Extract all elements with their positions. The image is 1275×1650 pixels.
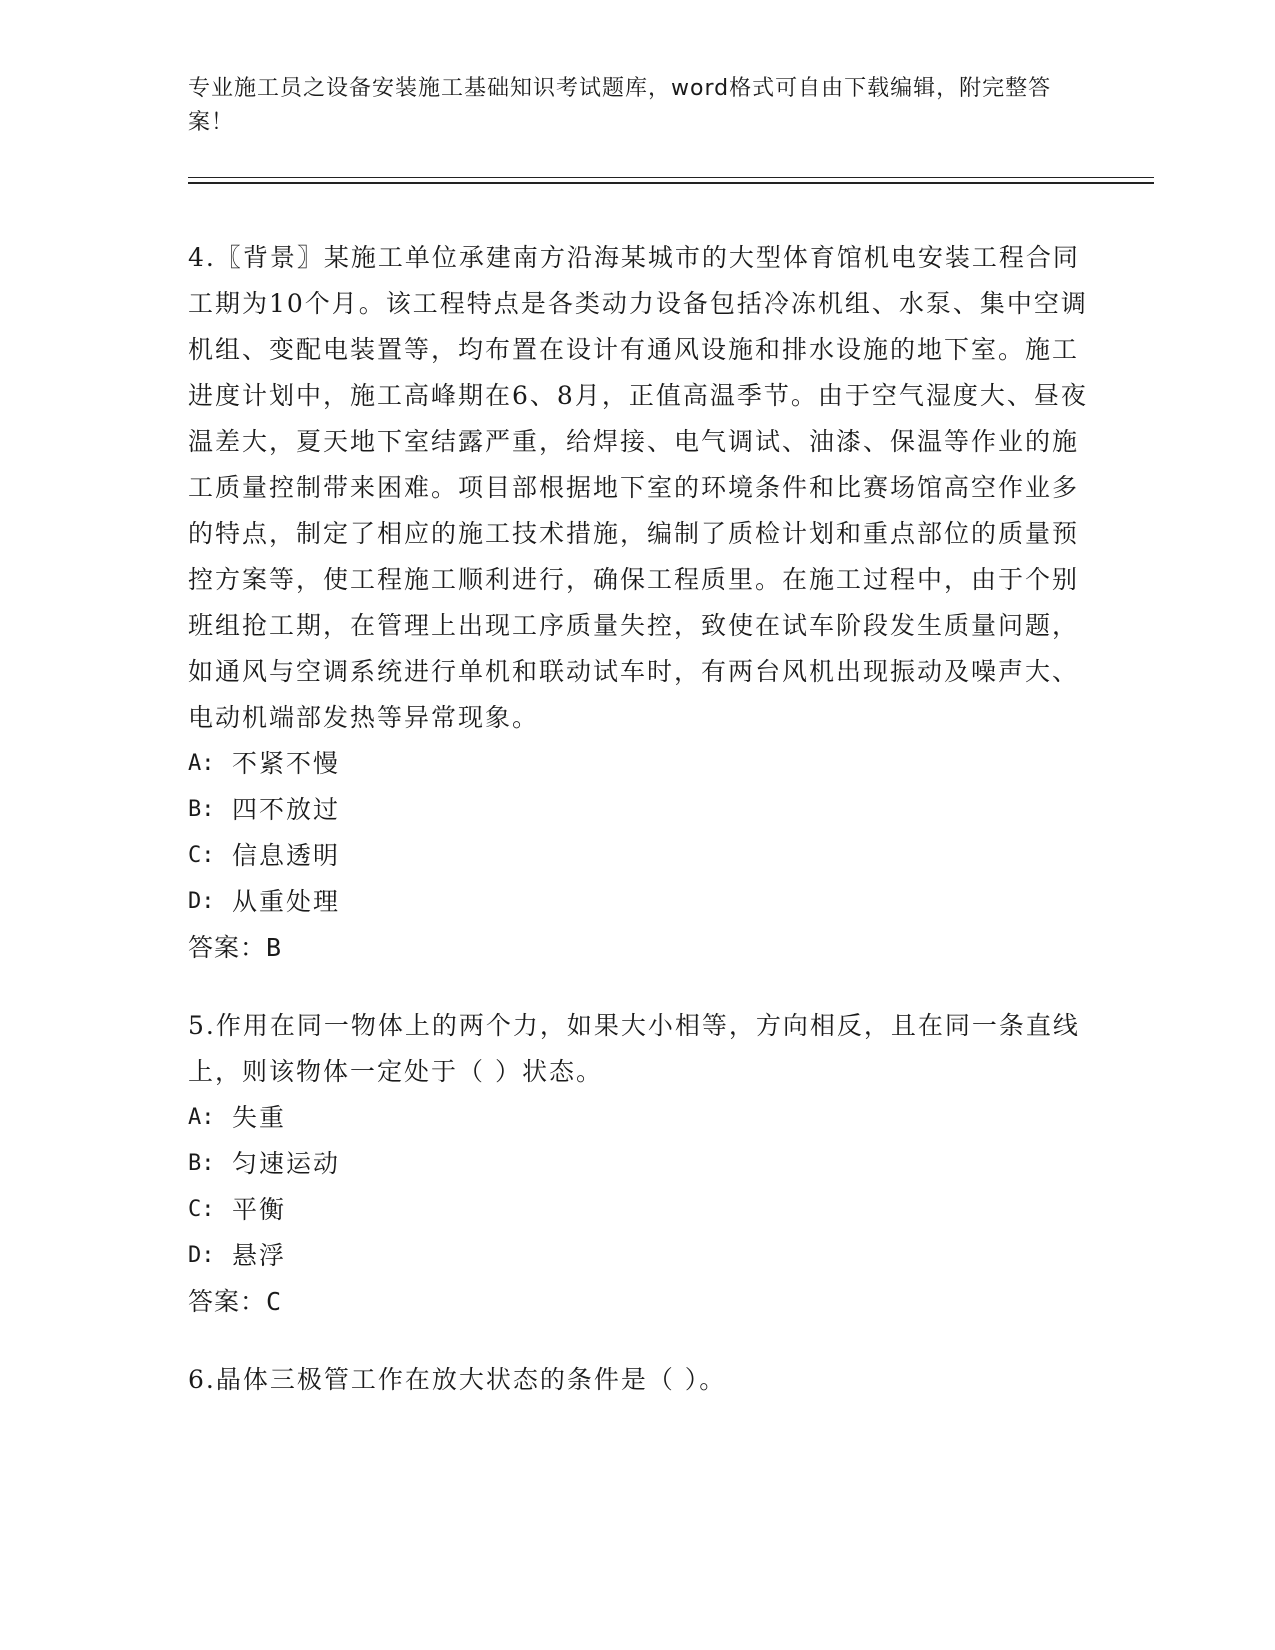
answer-label: 答案： [188, 1287, 267, 1316]
question-stem: 6.晶体三极管工作在放大状态的条件是（ ）。 [188, 1365, 727, 1394]
question-stem: 5.作用在同一物体上的两个力，如果大小相等，方向相反，且在同一条直线上，则该物体一定处于（ ）状态。 [188, 1011, 1080, 1086]
option-a [188, 741, 1088, 787]
option-letter: D: [188, 889, 215, 914]
option-a [188, 1095, 1088, 1141]
option-text: 四不放过 [232, 795, 341, 824]
answer-line [188, 925, 1088, 971]
answer-value: B [266, 933, 283, 962]
answer-line [188, 1279, 1088, 1325]
option-b [188, 787, 1088, 833]
option-d [188, 879, 1088, 925]
option-text: 不紧不慢 [232, 749, 341, 778]
option-letter: C: [188, 1197, 215, 1222]
answer-value: C [266, 1287, 283, 1316]
option-text: 信息透明 [232, 841, 341, 870]
option-c [188, 1187, 1088, 1233]
question-4 [188, 235, 1088, 971]
option-text: 从重处理 [232, 887, 341, 916]
option-letter: B: [188, 797, 215, 822]
header-divider-thin [188, 177, 1154, 178]
header-divider-thick [188, 182, 1154, 184]
option-letter: B: [188, 1151, 215, 1176]
option-text: 失重 [232, 1103, 287, 1132]
option-text: 匀速运动 [232, 1149, 341, 1178]
option-letter: D: [188, 1243, 215, 1268]
option-text: 平衡 [232, 1195, 287, 1224]
document-header: 专业施工员之设备安装施工基础知识考试题库，word格式可自由下载编辑，附完整答案！ [188, 76, 1052, 135]
option-c [188, 833, 1088, 879]
option-b [188, 1141, 1088, 1187]
question-list [188, 235, 1088, 1435]
option-d [188, 1233, 1088, 1279]
question-stem: 4.〖背景〗某施工单位承建南方沿海某城市的大型体育馆机电安装工程合同工期为10个月。该工程特点是各类动力设备包括冷冻机组、水泵、集中空调机组、变配电装置等，均布置在设计有通风设施和排水设施的地下室。施工进度计划中，施工高峰期在6、8月，正值高温季节。由于空气湿度大、昼夜温差大，夏天地下室结露严重，给焊接、电气调试、油漆、保温等作业的施工质量控制带来困难。项目部根据地下室的环境条件和比赛场馆高空作业多的特点，制定了相应的施工技术措施，编制了质检计划和重点部位的质量预控方案等，使工程施工顺利进行，确保工程质里。在施工过程中，由于个别班组抢工期，在管理上出现工序质量失控，致使在试车阶段发生质量问题，如通风与空调系统进行单机和联动试车时，有两台风机出现振动及噪声大、电动机端部发热等异常现象。 [188, 243, 1088, 732]
question-5 [188, 1003, 1088, 1325]
question-6 [188, 1357, 1088, 1403]
option-letter: C: [188, 843, 215, 868]
answer-label: 答案： [188, 933, 267, 962]
option-letter: A: [188, 751, 215, 776]
option-text: 悬浮 [232, 1241, 287, 1270]
option-letter: A: [188, 1105, 215, 1130]
